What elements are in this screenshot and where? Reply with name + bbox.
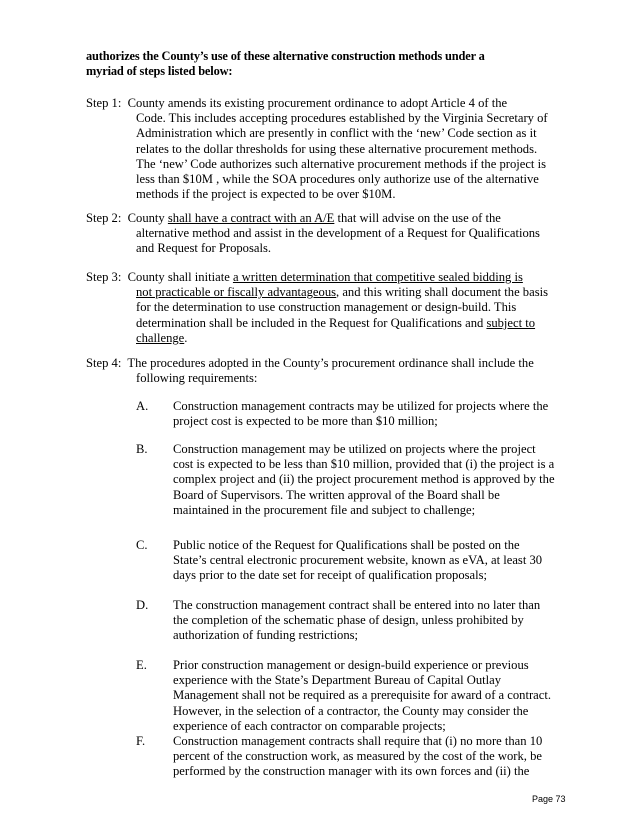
underlined-phrase: shall have a contract with an A/E <box>167 211 335 225</box>
requirement-text: Prior construction management or design-build experience or previous experience with the State’s Department Bureau of Capital Outlay Management shall not be required as a prerequisite for award of a contract. However, in the selection of a contractor, the County may consider the experience of each contractor on comparable projects; <box>173 658 552 733</box>
step-body: following requirements: <box>136 371 258 386</box>
step-body-text: , and this writing shall document the basis for the determination to use construction management or design-build. This determination shall be included in the Request for Qualifications and <box>136 285 548 330</box>
step-4 <box>86 356 554 386</box>
requirement-text: Construction management contracts shall require that (i) no more than 10 percent of the construction work, as measured by the cost of the work, be performed by the construction manager with its own forces and (ii) the <box>173 734 543 779</box>
requirement-text: Construction management may be utilized on projects where the project cost is expected to be less than $10 million, provided that (i) the project is a complex project and (ii) the project procurement method is approved by the Board of Supervisors. The written approval of the Board shall be maintained in the procurement file and subject to challenge; <box>173 442 555 517</box>
step-label: Step 2: <box>86 211 122 225</box>
step-lead: County amends its existing procurement ordinance to adopt Article 4 of the <box>127 96 508 110</box>
requirement-text: Construction management contracts may be utilized for projects where the project cost is expected to be more than $10 million; <box>173 399 549 429</box>
requirement-text: Public notice of the Request for Qualifications shall be posted on the State’s central electronic procurement website, known as eVA, at least 30 days prior to the date set for receipt of qualification proposals; <box>173 538 543 583</box>
step-body <box>86 285 554 346</box>
step-label: Step 1: <box>86 96 122 110</box>
step-3 <box>86 270 554 346</box>
step-label: Step 4: <box>86 356 122 370</box>
step-2 <box>86 211 554 257</box>
step-1 <box>86 96 554 202</box>
requirement-letter: D. <box>136 598 149 612</box>
intro-paragraph <box>86 49 556 79</box>
underlined-phrase: subject to challenge <box>136 315 536 345</box>
underlined-phrase: not practicable or fiscally advantageous <box>136 285 337 300</box>
requirement-letter: E. <box>136 658 147 672</box>
requirement-letter: A. <box>136 399 149 413</box>
page-number: Page 73 <box>532 794 566 804</box>
intro-line-1: authorizes the County’s use of these alternative construction methods under a <box>86 49 485 63</box>
requirement-text: The construction management contract shall be entered into no later than the completion of the schematic phase of design, unless prohibited by authorization of funding restrictions; <box>173 598 541 643</box>
requirement-letter: C. <box>136 538 148 552</box>
step-label: Step 3: <box>86 270 122 284</box>
step-lead: County shall initiate <box>127 270 233 284</box>
step-lead: County <box>127 211 168 225</box>
requirement-letter: F. <box>136 734 146 748</box>
step-body: alternative method and assist in the development of a Request for Qualifications and Request for Proposals. <box>136 226 540 256</box>
step-body: Code. This includes accepting procedures established by the Virginia Secretary of Administration which are presently in conflict with the ‘new’ Code section as it relates to the dollar thresholds for using these alternative procurement methods. The ‘new’ Code authorizes such alternative procurement methods if the project is less than $10M , while the SOA procedures only authorize use of the alternative methods if the project is expected to be over $10M. <box>136 111 548 202</box>
step-lead-rest: that will advise on the use of the <box>334 211 501 225</box>
underlined-phrase: a written determination that competitive sealed bidding is <box>232 270 523 284</box>
requirement-letter: B. <box>136 442 148 456</box>
step-lead: The procedures adopted in the County’s procurement ordinance shall include the <box>127 356 534 370</box>
step-body-end: . <box>184 330 188 345</box>
intro-line-2: myriad of steps listed below: <box>86 64 233 79</box>
